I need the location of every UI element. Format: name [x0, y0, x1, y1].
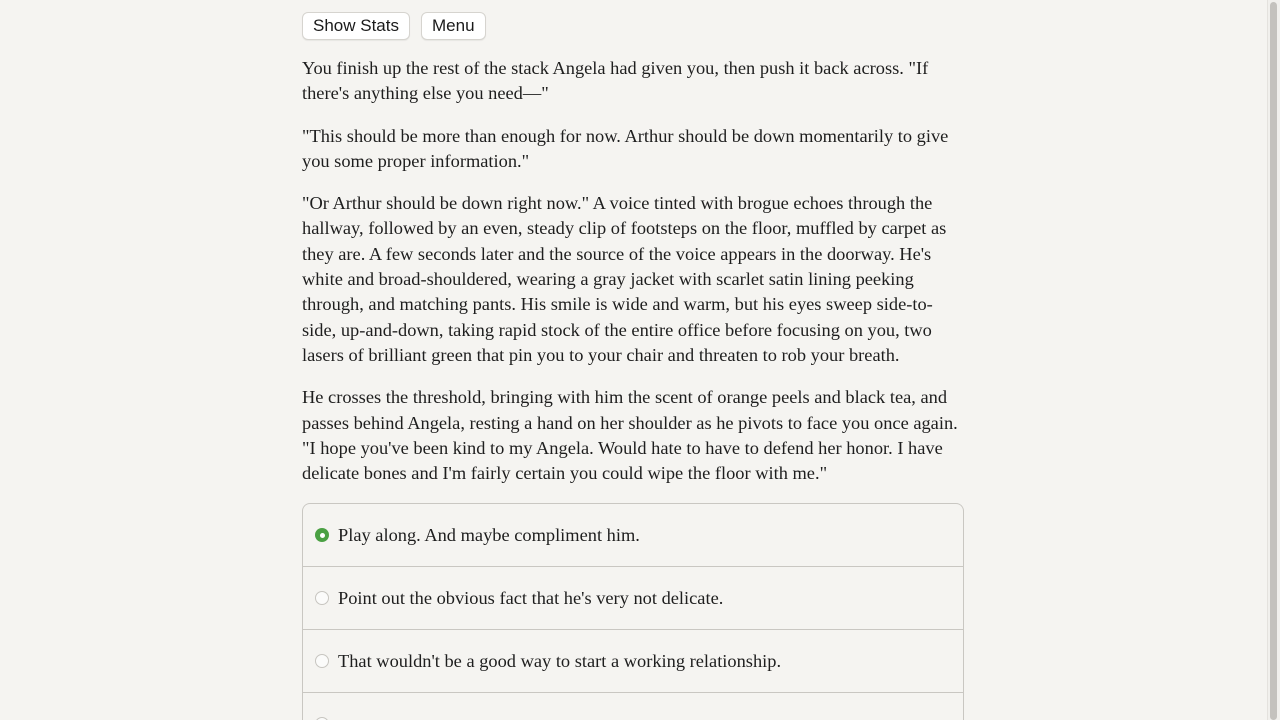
choice-option-compliment[interactable] [303, 504, 963, 567]
story-paragraph: "Or Arthur should be down right now." A voice tinted with brogue echoes through the hallway, followed by an even, steady clip of footsteps on the floor, muffled by carpet as they are. A few seconds later and the source of the voice appears in the doorway. He's white and broad-shouldered, wearing a gray jacket with scarlet satin lining peeking through, and matching pants. His smile is wide and warm, but his eyes sweep side-to-side, up-and-down, taking rapid stock of the entire office before focusing on you, two lasers of brilliant green that pin you to your chair and threaten to rob your breath. [302, 193, 947, 365]
game-content [302, 12, 964, 720]
choice-label: Play along. And maybe compliment him. [338, 525, 640, 546]
show-stats-button[interactable]: Show Stats [302, 12, 410, 40]
choice-option-partial[interactable] [303, 693, 963, 720]
story-text [302, 56, 964, 486]
choice-option-not-delicate[interactable] [303, 567, 963, 630]
top-toolbar [302, 12, 964, 40]
radio-selected-icon[interactable] [315, 528, 329, 542]
story-paragraph: He crosses the threshold, bringing with him the scent of orange peels and black tea, and passes behind Angela, resting a hand on her shoulder as he pivots to face you once again. "I hope you've been kind to my Angela. Would hate to have to defend her honor. I have delicate bones and I'm fairly certain you could wipe the floor with me." [302, 387, 958, 484]
vertical-scrollbar[interactable] [1267, 0, 1280, 720]
radio-unselected-icon[interactable] [315, 591, 329, 605]
choice-label: Point out the obvious fact that he's very not delicate. [338, 588, 724, 609]
radio-unselected-icon[interactable] [315, 654, 329, 668]
choice-option-working-relationship[interactable] [303, 630, 963, 693]
story-paragraph: You finish up the rest of the stack Angela had given you, then push it back across. "If there's anything else you need—" [302, 58, 929, 104]
choice-list [302, 503, 964, 720]
scrollbar-thumb[interactable] [1270, 2, 1277, 720]
menu-button[interactable]: Menu [421, 12, 486, 40]
story-paragraph: "This should be more than enough for now. Arthur should be down momentarily to give you some proper information." [302, 125, 949, 171]
choice-label: That wouldn't be a good way to start a working relationship. [338, 651, 782, 672]
